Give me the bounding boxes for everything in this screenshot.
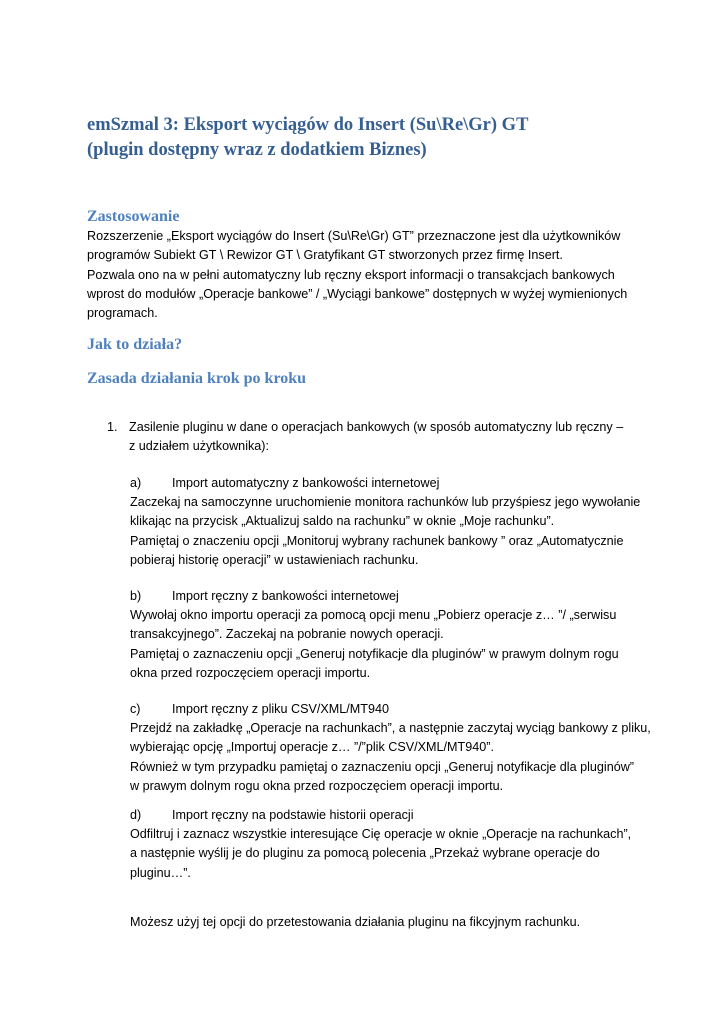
list-number: 1. [107, 420, 118, 434]
title-line-2: (plugin dostępny wraz z dodatkiem Biznes) [87, 140, 427, 160]
zastosowanie-paragraph [87, 227, 647, 323]
paragraph-line: programach. [87, 306, 158, 321]
sub-item-line: Przejdź na zakładkę „Operacje na rachunkach”, a następnie zaczytaj wyciąg bankowy z pliku, [130, 721, 651, 735]
sub-item-heading: Import ręczny na podstawie historii operacji [172, 808, 414, 822]
sub-item-line: Odfiltruj i zaznacz wszystkie interesujące Cię operacje w oknie „Operacje na rachunkach”, [130, 827, 632, 841]
sub-item-heading: Import ręczny z pliku CSV/XML/MT940 [172, 702, 389, 716]
sub-item-header [130, 587, 650, 606]
paragraph-line: Pozwala ono na w pełni automatyczny lub ręczny eksport informacji o transakcjach bankowych [87, 267, 615, 282]
sub-item-header [130, 700, 650, 719]
heading-jak-to-dziala: Jak to działa? [87, 336, 183, 353]
sub-item-line: Pamiętaj o znaczeniu opcji „Monitoruj wybrany rachunek bankowy ” oraz „Automatycznie [130, 533, 624, 548]
sub-item-line: Również w tym przypadku pamiętaj o zaznaczeniu opcji „Generuj notyfikacje dla pluginów” [130, 759, 634, 774]
heading-zastosowanie: Zastosowanie [87, 208, 180, 225]
sub-item-d [130, 806, 650, 883]
sub-item-header [130, 474, 650, 493]
sub-item-heading: Import ręczny z bankowości internetowej [172, 589, 399, 603]
sub-item-line: w prawym dolnym rogu okna przed rozpoczęciem operacji importu. [130, 778, 504, 793]
list-item-text [129, 418, 623, 457]
paragraph-line: Rozszerzenie „Eksport wyciągów do Insert (Su\Re\Gr) GT” przeznaczone jest dla użytkowników [87, 229, 621, 243]
sub-item-c [130, 700, 650, 796]
sub-item-letter: c) [130, 702, 141, 716]
sub-item-line: pluginu…”. [130, 865, 191, 880]
sub-item-line: a następnie wyślij je do pluginu za pomocą polecenia „Przekaż wybrane operacje do [130, 846, 600, 861]
sub-item-letter: a) [130, 476, 142, 490]
list-item-line: z udziałem użytkownika): [129, 439, 269, 454]
testing-note: Możesz użyj tej opcji do przetestowania działania pluginu na fikcyjnym rachunku. [130, 915, 581, 929]
sub-item-letter: b) [130, 589, 142, 603]
sub-item-line: klikając na przycisk „Aktualizuj saldo na rachunku” w oknie „Moje rachunku”. [130, 514, 555, 529]
sub-item-line: wybierając opcję „Importuj operacje z… ”/”plik CSV/XML/MT940”. [130, 740, 494, 755]
title-line-1: emSzmal 3: Eksport wyciągów do Insert (Su\Re\Gr) GT [87, 115, 529, 135]
sub-item-header [130, 806, 650, 825]
document-title [87, 113, 687, 163]
sub-item-line: Wywołaj okno importu operacji za pomocą opcji menu „Pobierz operacje z… ”/ „serwisu [130, 608, 617, 622]
sub-item-line: Zaczekaj na samoczynne uruchomienie monitora rachunków lub przyśpiesz jego wywołanie [130, 495, 641, 509]
sub-item-a [130, 474, 650, 570]
heading-zasada-dzialania: Zasada działania krok po kroku [87, 370, 307, 387]
list-item-line: Zasilenie pluginu w dane o operacjach bankowych (w sposób automatyczny lub ręczny – [129, 420, 624, 434]
sub-item-line: okna przed rozpoczęciem operacji importu. [130, 665, 371, 680]
sub-item-line: transakcyjnego”. Zaczekaj na pobranie nowych operacji. [130, 627, 444, 642]
sub-item-letter: d) [130, 808, 142, 822]
sub-item-b [130, 587, 650, 683]
sub-item-heading: Import automatyczny z bankowości internetowej [172, 476, 440, 490]
paragraph-line: programów Subiekt GT \ Rewizor GT \ Gratyfikant GT stworzonych przez firmę Insert. [87, 248, 563, 263]
sub-item-line: pobieraj historię operacji” w ustawieniach rachunku. [130, 552, 419, 567]
sub-item-line: Pamiętaj o zaznaczeniu opcji „Generuj notyfikacje dla pluginów” w prawym dolnym rogu [130, 646, 619, 661]
paragraph-line: wprost do modułów „Operacje bankowe” / „Wyciągi bankowe” dostępnych w wyżej wymienionych [87, 286, 628, 301]
